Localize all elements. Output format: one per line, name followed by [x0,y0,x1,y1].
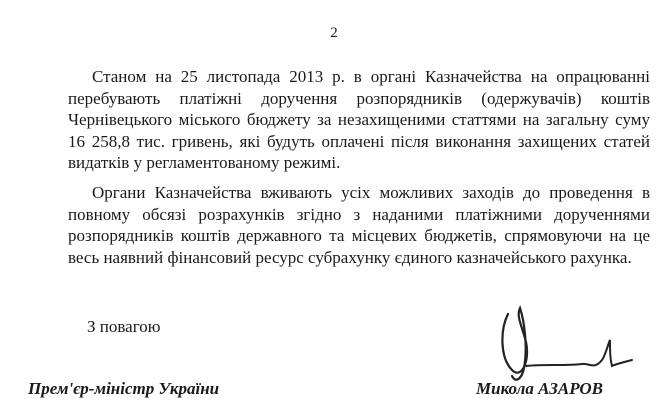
signatory-title: Прем'єр-міністр України [28,379,220,398]
handwritten-signature [486,300,636,390]
body-paragraph-1: Станом на 25 листопада 2013 р. в органі Казначейства на опрацюванні перебувають платіжні доручення розпорядників (одержувачів) коштів Чернівецького міського бюджету за незахищеними статтями на загальну суму 16 258,8 тис. гривень, які будуть оплачені після виконання захищених статей видатків у регламентованому режимі. [68,67,650,172]
closing-salutation: З повагою [87,317,161,336]
page-number: 2 [330,25,338,41]
signatory-name: Микола АЗАРОВ [476,379,603,398]
body-paragraph-2: Органи Казначейства вживають усіх можливих заходів до проведення в повному обсязі розрахунків згідно з наданими платіжними дорученнями розпорядників коштів державного та місцевих бюджетів, спрямовуючи на це весь наявний фінансовий ресурс субрахунку єдиного казначейського рахунка. [68,183,650,267]
